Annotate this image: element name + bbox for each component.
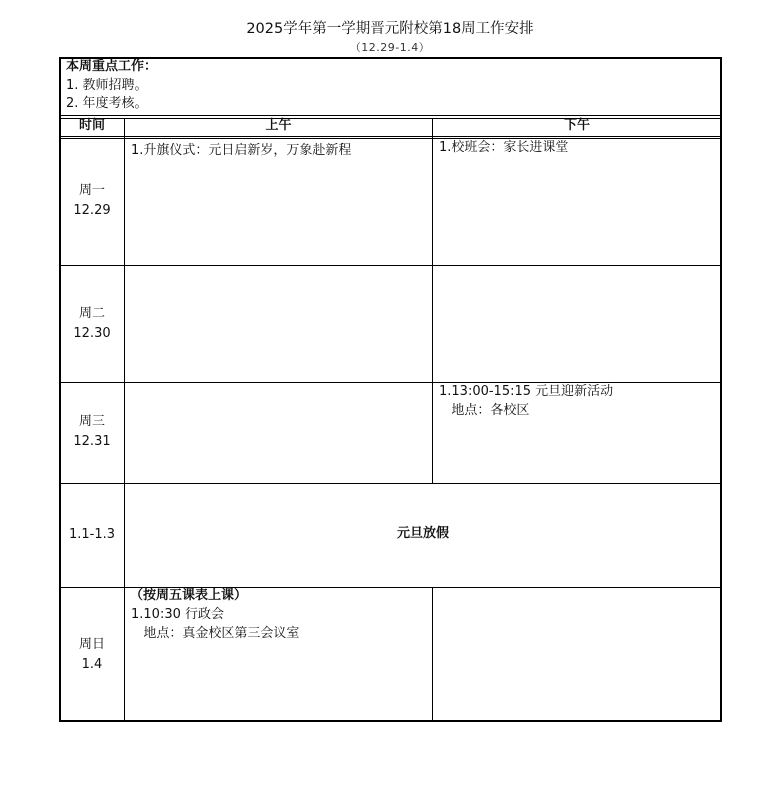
divider: [60, 483, 721, 484]
page-title: 2025学年第一学期晋元附校第18周工作安排: [246, 21, 534, 37]
key-work-item: 1. 教师招聘。: [66, 78, 148, 93]
header-afternoon: 下午: [563, 118, 590, 133]
divider: [60, 265, 721, 266]
day-date: 12.31: [73, 434, 111, 449]
morning-item: 地点：真金校区第三会议室: [131, 626, 300, 641]
day-label: 周三: [78, 414, 105, 429]
morning-item: 1.10:30 行政会: [131, 607, 224, 622]
key-work-item: 2. 年度考核。: [66, 96, 148, 111]
morning-item: 1.升旗仪式：元日启新岁，万象赴新程: [131, 143, 352, 158]
afternoon-item: 地点：各校区: [439, 403, 530, 418]
divider: [432, 118, 433, 484]
afternoon-item: 1.校班会：家长进课堂: [439, 140, 569, 155]
holiday-note: 元旦放假: [396, 526, 449, 541]
day-label: 周日: [78, 637, 105, 652]
divider: [60, 138, 721, 139]
date-range: （12.29-1.4）: [349, 41, 431, 54]
day-label: 1.1-1.3: [68, 527, 116, 542]
day-date: 1.4: [81, 657, 103, 672]
key-work-heading: 本周重点工作：: [66, 59, 158, 74]
schedule-note: （按周五课表上课）: [130, 588, 248, 603]
header-morning: 上午: [265, 118, 292, 133]
divider: [432, 587, 433, 720]
day-label: 周一: [78, 183, 105, 198]
day-label: 周二: [78, 306, 105, 321]
divider: [124, 118, 125, 720]
afternoon-item: 1.13:00-15:15 元旦迎新活动: [439, 384, 614, 399]
divider: [60, 115, 721, 116]
divider: [60, 382, 721, 383]
header-time: 时间: [78, 118, 105, 133]
day-date: 12.30: [73, 326, 111, 341]
day-date: 12.29: [73, 203, 111, 218]
divider: [60, 136, 721, 137]
